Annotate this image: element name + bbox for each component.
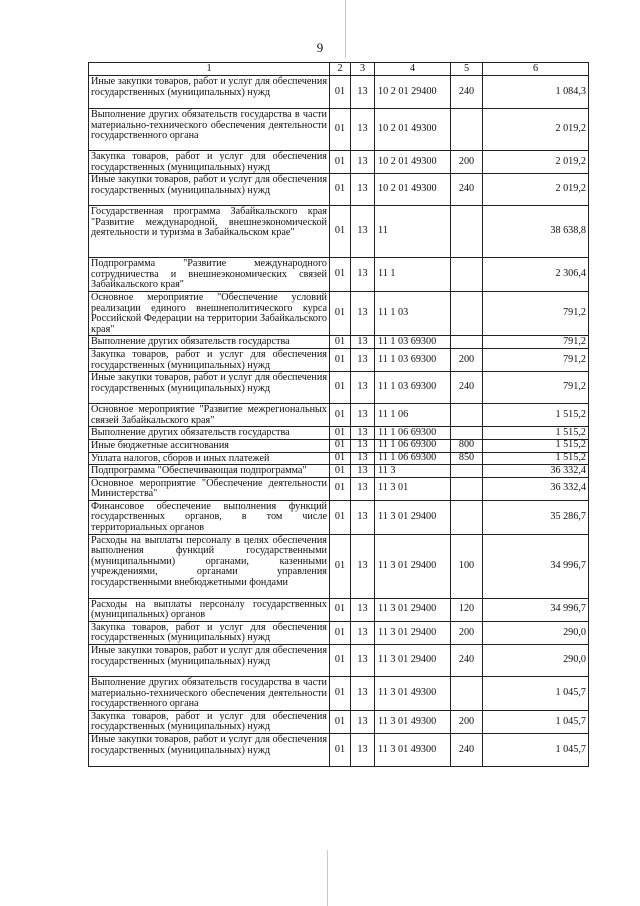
row-section-cell: 01 xyxy=(330,645,351,677)
header-cell: 3 xyxy=(351,63,375,76)
row-name-cell: Подпрограмма "Развитие международного сотрудничества и внешнеэкономических связей Забайкальского края" xyxy=(89,258,330,292)
row-subsection-cell: 13 xyxy=(351,534,375,598)
row-section-cell: 01 xyxy=(330,206,351,258)
row-name-cell: Уплата налогов, сборов и иных платежей xyxy=(89,452,330,465)
row-amount-cell: 34 996,7 xyxy=(483,598,589,621)
table-row xyxy=(89,372,589,404)
table-row xyxy=(89,206,589,258)
row-subsection-cell: 13 xyxy=(351,258,375,292)
table-row xyxy=(89,151,589,174)
row-subsection-cell: 13 xyxy=(351,645,375,677)
row-subsection-cell: 13 xyxy=(351,206,375,258)
row-target-article-cell: 11 1 03 xyxy=(375,291,451,335)
budget-table-body xyxy=(89,63,589,767)
row-subsection-cell: 13 xyxy=(351,76,375,109)
row-expense-type-cell: 240 xyxy=(451,734,483,767)
row-name-cell: Иные бюджетные ассигнования xyxy=(89,439,330,452)
row-name-cell: Расходы на выплаты персоналу в целях обеспечения выполнения функций государственными (муниципальными) органами, казенными учреждениями, органами управления государственными внебюджетными фондами xyxy=(89,534,330,598)
table-row xyxy=(89,427,589,440)
row-amount-cell: 2 019,2 xyxy=(483,174,589,206)
row-amount-cell: 290,0 xyxy=(483,645,589,677)
row-amount-cell: 36 332,4 xyxy=(483,465,589,478)
table-row xyxy=(89,677,589,711)
row-subsection-cell: 13 xyxy=(351,439,375,452)
header-cell: 1 xyxy=(89,63,330,76)
row-expense-type-cell: 800 xyxy=(451,439,483,452)
row-amount-cell: 1 515,2 xyxy=(483,404,589,427)
row-amount-cell: 1 515,2 xyxy=(483,439,589,452)
row-target-article-cell: 11 3 01 49300 xyxy=(375,710,451,733)
row-section-cell: 01 xyxy=(330,174,351,206)
row-subsection-cell: 13 xyxy=(351,734,375,767)
row-target-article-cell: 11 3 01 xyxy=(375,477,451,500)
header-cell: 2 xyxy=(330,63,351,76)
row-section-cell: 01 xyxy=(330,677,351,711)
row-amount-cell: 2 306,4 xyxy=(483,258,589,292)
row-section-cell: 01 xyxy=(330,291,351,335)
row-amount-cell: 791,2 xyxy=(483,348,589,371)
row-expense-type-cell xyxy=(451,109,483,151)
table-row xyxy=(89,336,589,349)
row-name-cell: Финансовое обеспечение выполнения функций государственных органов, в том числе территориальных органов xyxy=(89,500,330,534)
row-name-cell: Выполнение других обязательств государства в части материально-технического обеспечения деятельности государственного органа xyxy=(89,677,330,711)
row-section-cell: 01 xyxy=(330,439,351,452)
row-name-cell: Выполнение других обязательств государства xyxy=(89,427,330,440)
row-target-article-cell: 11 3 xyxy=(375,465,451,478)
row-section-cell: 01 xyxy=(330,621,351,644)
row-name-cell: Закупка товаров, работ и услуг для обеспечения государственных (муниципальных) нужд xyxy=(89,151,330,174)
row-subsection-cell: 13 xyxy=(351,710,375,733)
row-target-article-cell: 10 2 01 49300 xyxy=(375,151,451,174)
table-row xyxy=(89,465,589,478)
row-subsection-cell: 13 xyxy=(351,452,375,465)
row-target-article-cell: 11 3 01 29400 xyxy=(375,598,451,621)
row-section-cell: 01 xyxy=(330,151,351,174)
table-row xyxy=(89,258,589,292)
row-name-cell: Иные закупки товаров, работ и услуг для обеспечения государственных (муниципальных) нужд xyxy=(89,76,330,109)
table-row xyxy=(89,621,589,644)
page-number: 9 xyxy=(316,40,324,55)
row-name-cell: Основное мероприятие "Обеспечение деятельности Министерства" xyxy=(89,477,330,500)
row-target-article-cell: 11 xyxy=(375,206,451,258)
row-amount-cell: 34 996,7 xyxy=(483,534,589,598)
row-target-article-cell: 11 1 03 69300 xyxy=(375,348,451,371)
row-expense-type-cell: 240 xyxy=(451,645,483,677)
header-cell: 4 xyxy=(375,63,451,76)
row-subsection-cell: 13 xyxy=(351,621,375,644)
row-expense-type-cell xyxy=(451,465,483,478)
row-target-article-cell: 11 3 01 29400 xyxy=(375,534,451,598)
row-amount-cell: 791,2 xyxy=(483,336,589,349)
row-subsection-cell: 13 xyxy=(351,404,375,427)
row-expense-type-cell: 100 xyxy=(451,534,483,598)
row-subsection-cell: 13 xyxy=(351,465,375,478)
row-amount-cell: 1 045,7 xyxy=(483,677,589,711)
row-amount-cell: 36 332,4 xyxy=(483,477,589,500)
row-section-cell: 01 xyxy=(330,500,351,534)
row-amount-cell: 2 019,2 xyxy=(483,151,589,174)
row-target-article-cell: 10 2 01 49300 xyxy=(375,174,451,206)
row-section-cell: 01 xyxy=(330,598,351,621)
table-row xyxy=(89,500,589,534)
row-subsection-cell: 13 xyxy=(351,291,375,335)
row-section-cell: 01 xyxy=(330,258,351,292)
table-row xyxy=(89,598,589,621)
table-row xyxy=(89,404,589,427)
row-section-cell: 01 xyxy=(330,109,351,151)
row-expense-type-cell: 240 xyxy=(451,76,483,109)
row-amount-cell: 1 515,2 xyxy=(483,427,589,440)
row-section-cell: 01 xyxy=(330,404,351,427)
table-row xyxy=(89,76,589,109)
row-subsection-cell: 13 xyxy=(351,677,375,711)
row-amount-cell: 1 045,7 xyxy=(483,734,589,767)
row-amount-cell: 35 286,7 xyxy=(483,500,589,534)
row-name-cell: Подпрограмма "Обеспечивающая подпрограмма" xyxy=(89,465,330,478)
row-subsection-cell: 13 xyxy=(351,427,375,440)
row-target-article-cell: 11 3 01 49300 xyxy=(375,677,451,711)
row-expense-type-cell xyxy=(451,336,483,349)
row-section-cell: 01 xyxy=(330,427,351,440)
row-expense-type-cell: 200 xyxy=(451,710,483,733)
row-expense-type-cell: 240 xyxy=(451,372,483,404)
row-target-article-cell: 10 2 01 49300 xyxy=(375,109,451,151)
row-target-article-cell: 11 1 03 69300 xyxy=(375,336,451,349)
row-expense-type-cell: 240 xyxy=(451,174,483,206)
row-subsection-cell: 13 xyxy=(351,174,375,206)
scan-margin-line-bottom xyxy=(327,850,328,906)
row-subsection-cell: 13 xyxy=(351,151,375,174)
row-target-article-cell: 11 3 01 29400 xyxy=(375,645,451,677)
table-row xyxy=(89,439,589,452)
row-amount-cell: 1 515,2 xyxy=(483,452,589,465)
row-expense-type-cell xyxy=(451,500,483,534)
row-target-article-cell: 11 1 06 69300 xyxy=(375,427,451,440)
row-name-cell: Закупка товаров, работ и услуг для обеспечения государственных (муниципальных) нужд xyxy=(89,621,330,644)
row-subsection-cell: 13 xyxy=(351,477,375,500)
row-name-cell: Расходы на выплаты персоналу государственных (муниципальных) органов xyxy=(89,598,330,621)
row-target-article-cell: 11 3 01 29400 xyxy=(375,621,451,644)
row-expense-type-cell xyxy=(451,477,483,500)
row-subsection-cell: 13 xyxy=(351,348,375,371)
table-row xyxy=(89,109,589,151)
row-section-cell: 01 xyxy=(330,465,351,478)
row-expense-type-cell: 200 xyxy=(451,348,483,371)
row-section-cell: 01 xyxy=(330,76,351,109)
row-name-cell: Закупка товаров, работ и услуг для обеспечения государственных (муниципальных) нужд xyxy=(89,348,330,371)
row-amount-cell: 791,2 xyxy=(483,291,589,335)
row-target-article-cell: 11 1 xyxy=(375,258,451,292)
row-section-cell: 01 xyxy=(330,372,351,404)
table-row xyxy=(89,477,589,500)
row-expense-type-cell xyxy=(451,404,483,427)
row-target-article-cell: 11 3 01 49300 xyxy=(375,734,451,767)
row-expense-type-cell xyxy=(451,677,483,711)
row-expense-type-cell: 850 xyxy=(451,452,483,465)
row-name-cell: Закупка товаров, работ и услуг для обеспечения государственных (муниципальных) нужд xyxy=(89,710,330,733)
row-section-cell: 01 xyxy=(330,710,351,733)
row-amount-cell: 2 019,2 xyxy=(483,109,589,151)
table-row xyxy=(89,174,589,206)
table-row xyxy=(89,452,589,465)
row-name-cell: Иные закупки товаров, работ и услуг для обеспечения государственных (муниципальных) нужд xyxy=(89,645,330,677)
row-section-cell: 01 xyxy=(330,452,351,465)
row-subsection-cell: 13 xyxy=(351,336,375,349)
table-row xyxy=(89,710,589,733)
header-cell: 5 xyxy=(451,63,483,76)
row-section-cell: 01 xyxy=(330,734,351,767)
row-expense-type-cell xyxy=(451,427,483,440)
table-row xyxy=(89,291,589,335)
row-target-article-cell: 11 3 01 29400 xyxy=(375,500,451,534)
row-expense-type-cell: 200 xyxy=(451,151,483,174)
row-expense-type-cell: 120 xyxy=(451,598,483,621)
row-name-cell: Иные закупки товаров, работ и услуг для обеспечения государственных (муниципальных) нужд xyxy=(89,174,330,206)
row-section-cell: 01 xyxy=(330,348,351,371)
table-header-row xyxy=(89,63,589,76)
table-row xyxy=(89,734,589,767)
row-subsection-cell: 13 xyxy=(351,598,375,621)
row-expense-type-cell xyxy=(451,206,483,258)
row-expense-type-cell xyxy=(451,258,483,292)
row-amount-cell: 290,0 xyxy=(483,621,589,644)
row-subsection-cell: 13 xyxy=(351,109,375,151)
row-subsection-cell: 13 xyxy=(351,500,375,534)
table-row xyxy=(89,534,589,598)
row-name-cell: Выполнение других обязательств государства xyxy=(89,336,330,349)
table-row xyxy=(89,645,589,677)
row-amount-cell: 38 638,8 xyxy=(483,206,589,258)
row-expense-type-cell: 200 xyxy=(451,621,483,644)
row-name-cell: Иные закупки товаров, работ и услуг для обеспечения государственных (муниципальных) нужд xyxy=(89,734,330,767)
row-amount-cell: 791,2 xyxy=(483,372,589,404)
row-section-cell: 01 xyxy=(330,534,351,598)
row-amount-cell: 1 045,7 xyxy=(483,710,589,733)
row-amount-cell: 1 084,3 xyxy=(483,76,589,109)
table-row xyxy=(89,348,589,371)
row-target-article-cell: 11 1 06 69300 xyxy=(375,439,451,452)
row-target-article-cell: 11 1 03 69300 xyxy=(375,372,451,404)
row-expense-type-cell xyxy=(451,291,483,335)
row-target-article-cell: 11 1 06 69300 xyxy=(375,452,451,465)
row-section-cell: 01 xyxy=(330,477,351,500)
row-name-cell: Основное мероприятие "Обеспечение условий реализации единого внешнеполитического курса Российской Федерации на территории Забайкальского края" xyxy=(89,291,330,335)
row-target-article-cell: 11 1 06 xyxy=(375,404,451,427)
budget-table xyxy=(88,62,589,767)
header-cell: 6 xyxy=(483,63,589,76)
row-name-cell: Государственная программа Забайкальского края "Развитие международной, внешнеэкономической деятельности и туризма в Забайкальском крае" xyxy=(89,206,330,258)
row-name-cell: Иные закупки товаров, работ и услуг для обеспечения государственных (муниципальных) нужд xyxy=(89,372,330,404)
row-subsection-cell: 13 xyxy=(351,372,375,404)
row-target-article-cell: 10 2 01 29400 xyxy=(375,76,451,109)
row-name-cell: Выполнение других обязательств государства в части материально-технического обеспечения деятельности государственного органа xyxy=(89,109,330,151)
row-section-cell: 01 xyxy=(330,336,351,349)
row-name-cell: Основное мероприятие "Развитие межрегиональных связей Забайкальского края" xyxy=(89,404,330,427)
